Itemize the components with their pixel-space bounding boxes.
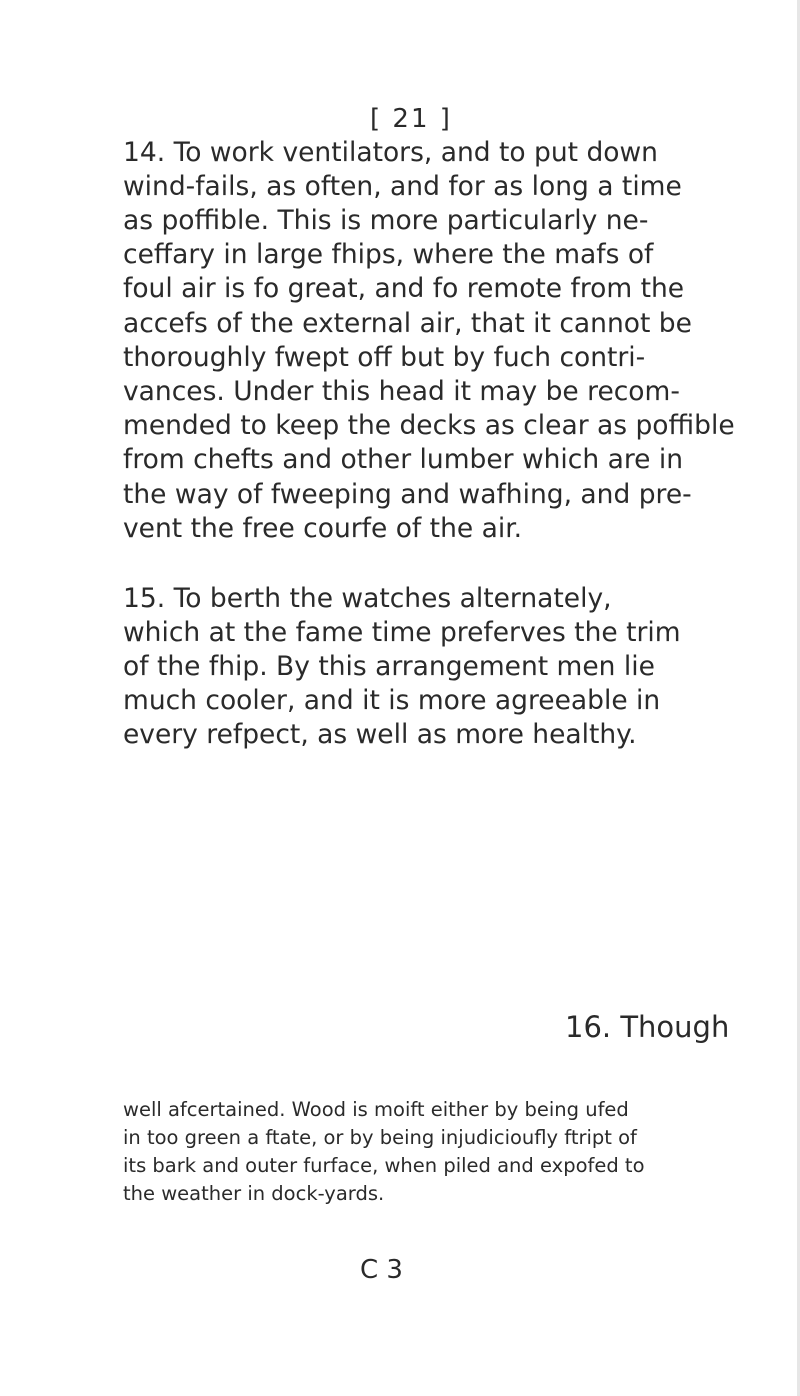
footnote-line: its bark and outer furface, when piled and expofed to — [123, 1154, 645, 1177]
text-line: vances. Under this head it may be recom- — [123, 376, 680, 407]
signature-mark: C 3 — [360, 1255, 403, 1285]
text-line: from chefts and other lumber which are in — [123, 444, 684, 475]
text-line: mended to keep the decks as clear as poffible — [123, 410, 735, 441]
page-number: [ 21 ] — [370, 104, 452, 134]
text-line: vent the free courfe of the air. — [123, 513, 523, 544]
text-line: the way of fweeping and wafhing, and pre- — [123, 479, 692, 510]
text-line: of the fhip. By this arrangement men lie — [123, 651, 655, 682]
text-line: as poffible. This is more particularly ne- — [123, 205, 649, 236]
footnote-line: in too green a ftate, or by being injudicioufly ftript of — [123, 1126, 637, 1149]
catchword: 16. Though — [565, 1010, 730, 1044]
text-line: ceffary in large fhips, where the mafs of — [123, 239, 654, 270]
text-line: foul air is fo great, and fo remote from the — [123, 273, 685, 304]
text-line: 15. To berth the watches alternately, — [123, 583, 612, 614]
text-line: wind-fails, as often, and for as long a time — [123, 171, 682, 202]
text-line: which at the fame time preferves the trim — [123, 617, 681, 648]
footnote-line: the weather in dock-yards. — [123, 1182, 385, 1205]
text-line: 14. To work ventilators, and to put down — [123, 137, 658, 168]
text-line: every refpect, as well as more healthy. — [123, 719, 637, 750]
text-line: accefs of the external air, that it cannot be — [123, 308, 692, 339]
footnote-line: well afcertained. Wood is moift either by being ufed — [123, 1098, 629, 1121]
text-line: much cooler, and it is more agreeable in — [123, 685, 661, 716]
text-line: thoroughly fwept off but by fuch contri- — [123, 342, 646, 373]
